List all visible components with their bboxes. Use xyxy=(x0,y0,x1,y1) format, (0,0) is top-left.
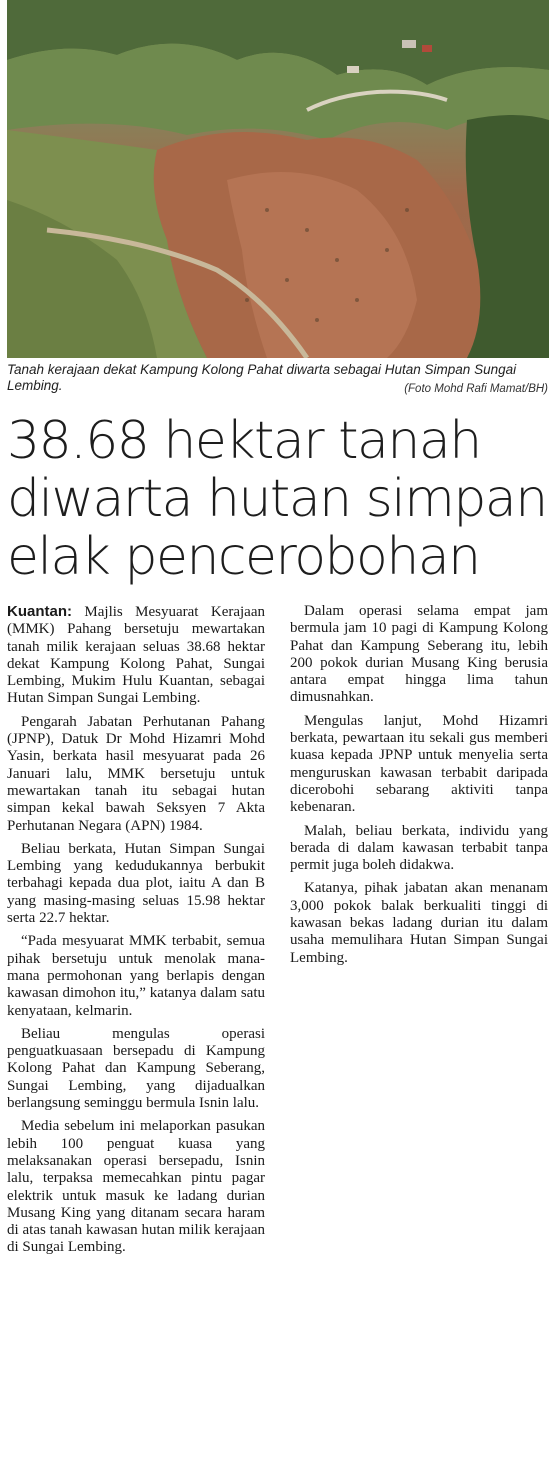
paragraph xyxy=(7,603,265,708)
paragraph: Media sebelum ini melaporkan pasukan lebih 100 penguat kuasa yang melaksanakan operasi bersepadu, Isnin lalu, terpaksa memecahkan pintu pagar elektrik untuk masuk ke ladang durian Musang King yang ditanam secara haram di atas tanah kawasan hutan milik kerajaan di Sungai Lembing. xyxy=(7,1118,265,1256)
paragraph: Katanya, pihak jabatan akan menanam 3,000 pokok balak berkualiti tinggi di kawasan bekas ladang durian itu dalam usaha memulihara Hutan Simpan Sungai Lembing. xyxy=(290,880,548,966)
paragraph: Dalam operasi selama empat jam bermula jam 10 pagi di Kampung Kolong Pahat dan Kampung Seberang itu, lebih 200 pokok durian Musang King berusia antara empat hingga lima tahun dimusnahkan. xyxy=(290,603,548,706)
paragraph: Pengarah Jabatan Perhutanan Pahang (JPNP), Datuk Dr Mohd Hizamri Mohd Yasin, berkata hasil mesyuarat pada 26 Januari lalu, MMK bersetuju untuk mewartakan tanah itu sebagai hutan simpan kekal bawah Seksyen 7 Akta Perhutanan Negara (APN) 1984. xyxy=(7,713,265,834)
article-column-right xyxy=(290,603,548,973)
photo-caption: Tanah kerajaan dekat Kampung Kolong Pahat diwarta sebagai Hutan Simpan Sungai Lembing. xyxy=(7,362,517,393)
landscape-photo-icon xyxy=(7,0,549,358)
article-column-left xyxy=(7,603,265,1263)
paragraph: Malah, beliau berkata, individu yang berada di dalam kawasan terbabit tanpa permit juga boleh didakwa. xyxy=(290,822,548,874)
paragraph-text: Majlis Mesyuarat Kerajaan (MMK) Pahang bersetuju mewartakan tanah milik kerajaan seluas 38.68 hektar dekat Kampung Kolong Pahat, Sungai Lembing, Mukim Hulu Kuantan, sebagai Hutan Simpan Sungai Lembing. xyxy=(7,604,265,707)
photo-credit: (Foto Mohd Rafi Mamat/BH) xyxy=(404,383,548,395)
paragraph: “Pada mesyuarat MMK terbabit, semua pihak bersetuju untuk menolak mana-mana permohonan yang berlapis dengan kawasan dimohon itu,” katanya dalam satu kenyataan, kelmarin. xyxy=(7,933,265,1019)
paragraph: Beliau berkata, Hutan Simpan Sungai Lembing yang kedudukannya berbukit terbahagi kepada dua plot, iaitu A dan B yang masing-masing seluas 15.98 hektar serta 22.7 hektar. xyxy=(7,840,265,927)
article-photo xyxy=(7,0,549,358)
dateline: Kuantan: xyxy=(7,603,72,620)
headline: 38.68 hektar tanah diwarta hutan simpan elak pencerobohan xyxy=(7,411,547,587)
paragraph: Beliau mengulas operasi penguatkuasaan bersepadu di Kampung Kolong Pahat dan Kampung Seberang, Sungai Lembing, yang dijadualkan berlangsung seminggu bermula Isnin lalu. xyxy=(7,1025,265,1112)
paragraph: Mengulas lanjut, Mohd Hizamri berkata, pewartaan itu sekali gus memberi kuasa kepada JPNP untuk menyelia serta menguruskan kawasan terbabit daripada dicerobohi sebarang aktiviti tanpa kebenaran. xyxy=(290,712,548,816)
